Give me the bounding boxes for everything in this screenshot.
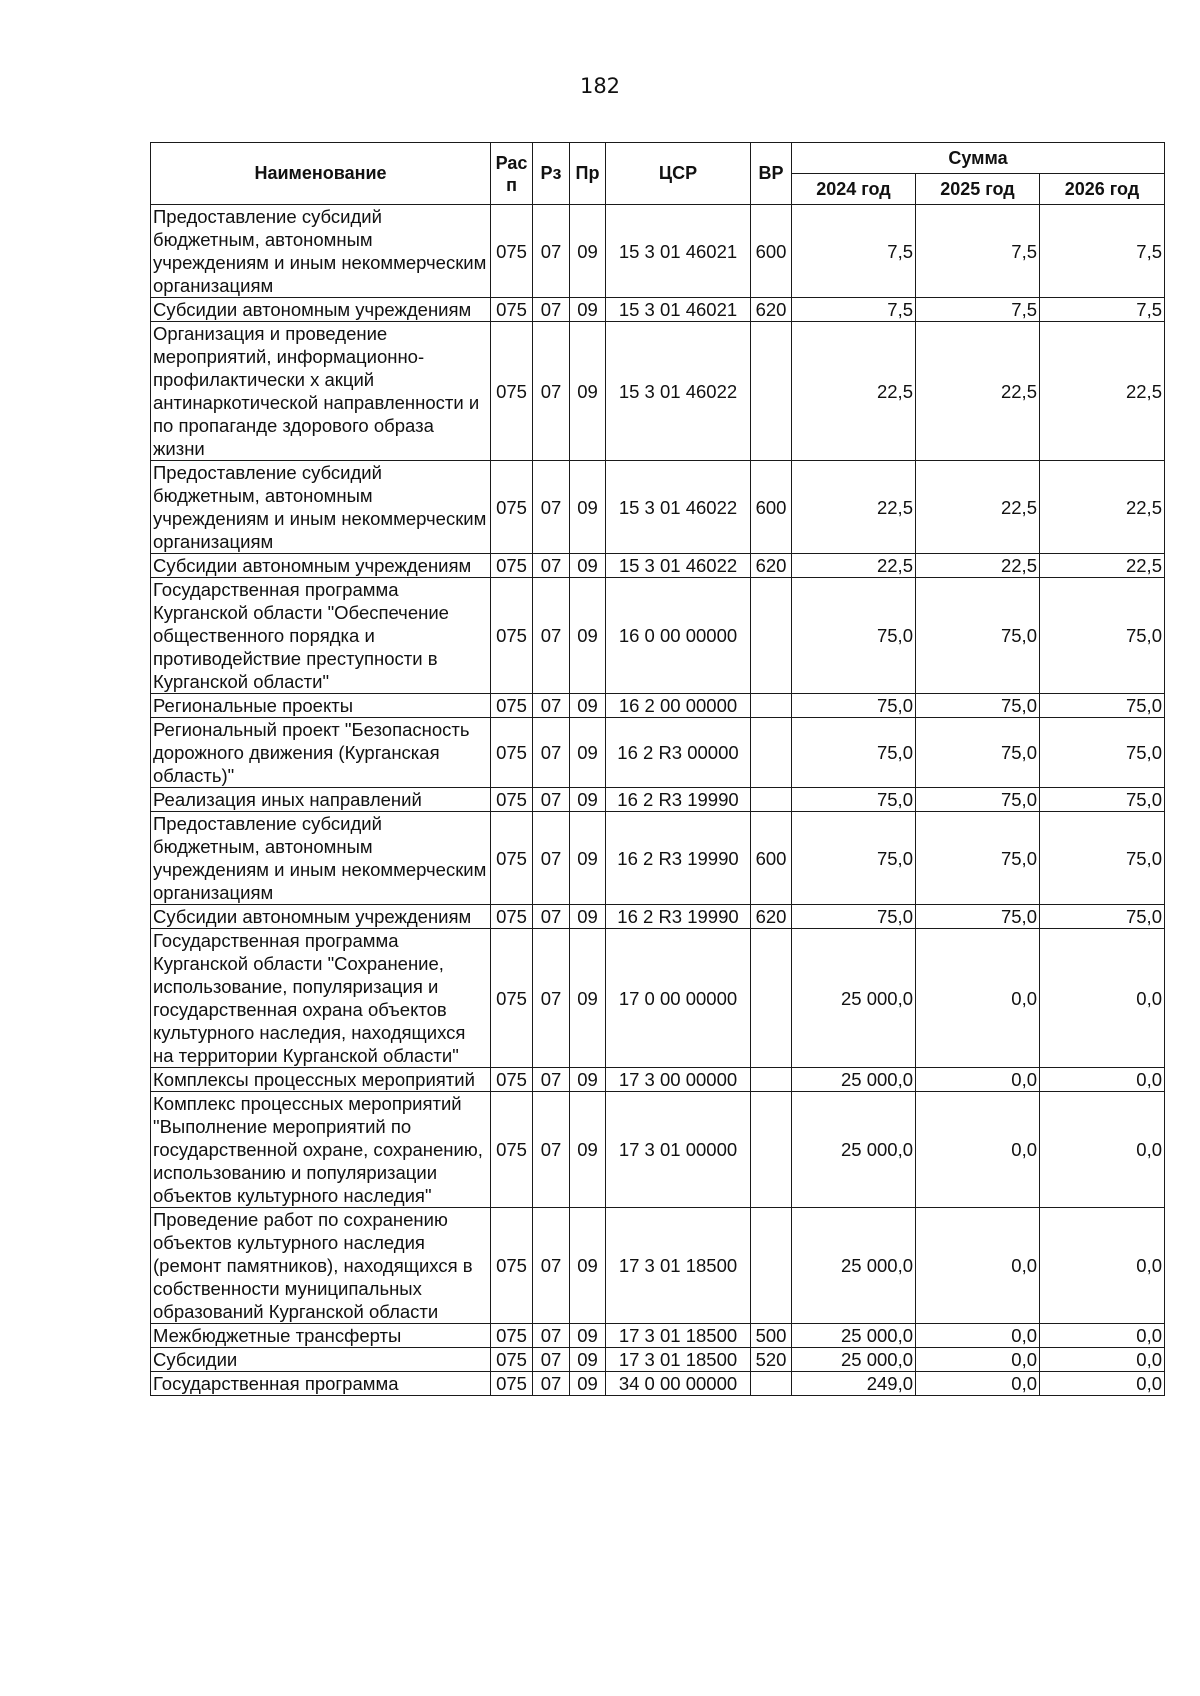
cell-rz: 07 [533, 461, 570, 554]
cell-rz: 07 [533, 322, 570, 461]
cell-pr: 09 [570, 298, 606, 322]
cell-vr [751, 788, 792, 812]
cell-rz: 07 [533, 694, 570, 718]
cell-y2024: 75,0 [792, 694, 916, 718]
cell-vr: 620 [751, 298, 792, 322]
cell-rasp: 075 [491, 578, 533, 694]
cell-pr: 09 [570, 1324, 606, 1348]
cell-y2024: 22,5 [792, 461, 916, 554]
cell-y2026: 0,0 [1040, 1348, 1165, 1372]
table-row [151, 812, 1165, 905]
cell-y2026: 0,0 [1040, 1068, 1165, 1092]
cell-y2026: 0,0 [1040, 1324, 1165, 1348]
cell-csr: 16 2 R3 00000 [606, 718, 751, 788]
cell-rz: 07 [533, 905, 570, 929]
cell-rz: 07 [533, 929, 570, 1068]
table-row [151, 554, 1165, 578]
cell-rasp: 075 [491, 554, 533, 578]
table-header-row [151, 143, 1165, 174]
cell-rasp: 075 [491, 298, 533, 322]
cell-y2024: 75,0 [792, 812, 916, 905]
cell-y2025: 75,0 [916, 694, 1040, 718]
header-csr: ЦСР [606, 143, 751, 205]
cell-y2026: 0,0 [1040, 1092, 1165, 1208]
cell-rasp: 075 [491, 322, 533, 461]
cell-pr: 09 [570, 1372, 606, 1396]
cell-csr: 16 2 R3 19990 [606, 905, 751, 929]
header-pr: Пр [570, 143, 606, 205]
cell-name: Организация и проведение мероприятий, информационно-профилактически х акций антинаркотической направленности и по пропаганде здорового образа жизни [151, 322, 491, 461]
table-row [151, 1208, 1165, 1324]
cell-y2026: 7,5 [1040, 205, 1165, 298]
cell-vr: 600 [751, 205, 792, 298]
cell-pr: 09 [570, 1092, 606, 1208]
table-row [151, 1092, 1165, 1208]
cell-vr [751, 1208, 792, 1324]
table-row [151, 1068, 1165, 1092]
cell-y2024: 22,5 [792, 322, 916, 461]
cell-rasp: 075 [491, 718, 533, 788]
cell-y2024: 25 000,0 [792, 1348, 916, 1372]
cell-vr: 520 [751, 1348, 792, 1372]
cell-y2025: 0,0 [916, 1208, 1040, 1324]
table-row [151, 205, 1165, 298]
cell-y2026: 75,0 [1040, 905, 1165, 929]
cell-csr: 15 3 01 46021 [606, 205, 751, 298]
table-row [151, 578, 1165, 694]
cell-vr [751, 694, 792, 718]
cell-y2026: 0,0 [1040, 929, 1165, 1068]
cell-rasp: 075 [491, 929, 533, 1068]
cell-y2024: 25 000,0 [792, 1324, 916, 1348]
cell-vr [751, 322, 792, 461]
cell-rz: 07 [533, 298, 570, 322]
cell-rasp: 075 [491, 1372, 533, 1396]
cell-y2024: 25 000,0 [792, 929, 916, 1068]
header-name: Наименование [151, 143, 491, 205]
cell-rz: 07 [533, 1068, 570, 1092]
cell-y2024: 25 000,0 [792, 1068, 916, 1092]
header-rasp: Рас п [491, 143, 533, 205]
table-row [151, 694, 1165, 718]
cell-pr: 09 [570, 905, 606, 929]
cell-csr: 15 3 01 46021 [606, 298, 751, 322]
cell-y2025: 0,0 [916, 1348, 1040, 1372]
cell-csr: 15 3 01 46022 [606, 322, 751, 461]
header-summa: Сумма [792, 143, 1165, 174]
table-row [151, 905, 1165, 929]
cell-name: Региональный проект "Безопасность дорожного движения (Курганская область)" [151, 718, 491, 788]
cell-y2026: 7,5 [1040, 298, 1165, 322]
cell-y2025: 22,5 [916, 322, 1040, 461]
cell-y2026: 22,5 [1040, 322, 1165, 461]
cell-rz: 07 [533, 1348, 570, 1372]
cell-name: Предоставление субсидий бюджетным, автономным учреждениям и иным некоммерческим организациям [151, 205, 491, 298]
cell-pr: 09 [570, 694, 606, 718]
cell-y2026: 22,5 [1040, 461, 1165, 554]
cell-y2024: 75,0 [792, 718, 916, 788]
header-year-2025: 2025 год [916, 174, 1040, 205]
cell-name: Предоставление субсидий бюджетным, автономным учреждениям и иным некоммерческим организациям [151, 812, 491, 905]
cell-name: Субсидии [151, 1348, 491, 1372]
cell-csr: 17 3 00 00000 [606, 1068, 751, 1092]
cell-y2026: 75,0 [1040, 578, 1165, 694]
cell-name: Региональные проекты [151, 694, 491, 718]
header-rz: Рз [533, 143, 570, 205]
cell-name: Субсидии автономным учреждениям [151, 905, 491, 929]
cell-rasp: 075 [491, 1092, 533, 1208]
cell-rz: 07 [533, 205, 570, 298]
cell-y2024: 249,0 [792, 1372, 916, 1396]
cell-y2026: 0,0 [1040, 1372, 1165, 1396]
cell-vr: 600 [751, 461, 792, 554]
cell-pr: 09 [570, 1208, 606, 1324]
cell-csr: 17 0 00 00000 [606, 929, 751, 1068]
header-year-2024: 2024 год [792, 174, 916, 205]
cell-y2024: 75,0 [792, 788, 916, 812]
cell-y2024: 7,5 [792, 205, 916, 298]
cell-csr: 34 0 00 00000 [606, 1372, 751, 1396]
cell-name: Реализация иных направлений [151, 788, 491, 812]
cell-name: Субсидии автономным учреждениям [151, 298, 491, 322]
cell-pr: 09 [570, 461, 606, 554]
page-number: 182 [579, 74, 621, 98]
cell-rz: 07 [533, 554, 570, 578]
cell-csr: 17 3 01 18500 [606, 1208, 751, 1324]
cell-y2024: 25 000,0 [792, 1092, 916, 1208]
cell-pr: 09 [570, 1068, 606, 1092]
cell-pr: 09 [570, 788, 606, 812]
cell-csr: 16 0 00 00000 [606, 578, 751, 694]
cell-y2024: 25 000,0 [792, 1208, 916, 1324]
cell-pr: 09 [570, 812, 606, 905]
cell-rz: 07 [533, 1324, 570, 1348]
cell-csr: 15 3 01 46022 [606, 554, 751, 578]
cell-name: Межбюджетные трансферты [151, 1324, 491, 1348]
cell-y2025: 75,0 [916, 905, 1040, 929]
table-row [151, 461, 1165, 554]
cell-rz: 07 [533, 1372, 570, 1396]
cell-y2026: 0,0 [1040, 1208, 1165, 1324]
cell-y2026: 75,0 [1040, 812, 1165, 905]
cell-name: Государственная программа Курганской области "Сохранение, использование, популяризация и государственная охрана объектов культурного наследия, находящихся на территории Курганской области" [151, 929, 491, 1068]
cell-rasp: 075 [491, 905, 533, 929]
cell-rasp: 075 [491, 1348, 533, 1372]
cell-name: Государственная программа [151, 1372, 491, 1396]
header-year-2026: 2026 год [1040, 174, 1165, 205]
cell-vr: 620 [751, 554, 792, 578]
budget-table [150, 142, 1165, 1396]
cell-rz: 07 [533, 788, 570, 812]
cell-y2024: 75,0 [792, 578, 916, 694]
cell-y2025: 22,5 [916, 461, 1040, 554]
table-row [151, 1348, 1165, 1372]
table-row [151, 322, 1165, 461]
cell-pr: 09 [570, 578, 606, 694]
cell-y2025: 22,5 [916, 554, 1040, 578]
table-row [151, 298, 1165, 322]
cell-name: Комплекс процессных мероприятий "Выполнение мероприятий по государственной охране, сохранению, использованию и популяризации объектов культурного наследия" [151, 1092, 491, 1208]
cell-rasp: 075 [491, 1068, 533, 1092]
cell-y2025: 75,0 [916, 718, 1040, 788]
cell-rasp: 075 [491, 461, 533, 554]
cell-y2024: 22,5 [792, 554, 916, 578]
cell-pr: 09 [570, 554, 606, 578]
table-row [151, 788, 1165, 812]
table-row [151, 718, 1165, 788]
cell-pr: 09 [570, 322, 606, 461]
cell-csr: 16 2 R3 19990 [606, 812, 751, 905]
cell-pr: 09 [570, 718, 606, 788]
cell-name: Комплексы процессных мероприятий [151, 1068, 491, 1092]
cell-y2026: 75,0 [1040, 694, 1165, 718]
table-row [151, 1324, 1165, 1348]
cell-y2024: 7,5 [792, 298, 916, 322]
cell-y2025: 75,0 [916, 812, 1040, 905]
cell-rz: 07 [533, 812, 570, 905]
cell-y2025: 75,0 [916, 578, 1040, 694]
cell-pr: 09 [570, 929, 606, 1068]
cell-name: Проведение работ по сохранению объектов культурного наследия (ремонт памятников), находящихся в собственности муниципальных образований Курганской области [151, 1208, 491, 1324]
cell-name: Предоставление субсидий бюджетным, автономным учреждениям и иным некоммерческим организациям [151, 461, 491, 554]
cell-y2025: 0,0 [916, 1068, 1040, 1092]
cell-y2025: 0,0 [916, 1092, 1040, 1208]
cell-rasp: 075 [491, 1324, 533, 1348]
cell-y2025: 0,0 [916, 1372, 1040, 1396]
table-row [151, 929, 1165, 1068]
cell-rz: 07 [533, 1092, 570, 1208]
cell-y2025: 0,0 [916, 1324, 1040, 1348]
cell-vr [751, 1068, 792, 1092]
cell-rz: 07 [533, 718, 570, 788]
cell-pr: 09 [570, 205, 606, 298]
cell-vr: 620 [751, 905, 792, 929]
cell-csr: 17 3 01 00000 [606, 1092, 751, 1208]
cell-csr: 16 2 R3 19990 [606, 788, 751, 812]
cell-vr [751, 1092, 792, 1208]
cell-y2025: 75,0 [916, 788, 1040, 812]
cell-y2026: 22,5 [1040, 554, 1165, 578]
cell-rasp: 075 [491, 205, 533, 298]
cell-csr: 16 2 00 00000 [606, 694, 751, 718]
header-vr: ВР [751, 143, 792, 205]
cell-vr: 600 [751, 812, 792, 905]
cell-vr [751, 578, 792, 694]
cell-rz: 07 [533, 1208, 570, 1324]
cell-rasp: 075 [491, 694, 533, 718]
cell-vr [751, 1372, 792, 1396]
cell-name: Государственная программа Курганской области "Обеспечение общественного порядка и противодействие преступности в Курганской области" [151, 578, 491, 694]
cell-vr [751, 929, 792, 1068]
cell-csr: 17 3 01 18500 [606, 1324, 751, 1348]
cell-rz: 07 [533, 578, 570, 694]
cell-y2025: 0,0 [916, 929, 1040, 1068]
cell-rasp: 075 [491, 788, 533, 812]
cell-vr [751, 718, 792, 788]
cell-y2026: 75,0 [1040, 718, 1165, 788]
cell-y2025: 7,5 [916, 205, 1040, 298]
cell-y2026: 75,0 [1040, 788, 1165, 812]
cell-pr: 09 [570, 1348, 606, 1372]
cell-csr: 15 3 01 46022 [606, 461, 751, 554]
table-row [151, 1372, 1165, 1396]
cell-rasp: 075 [491, 1208, 533, 1324]
cell-name: Субсидии автономным учреждениям [151, 554, 491, 578]
cell-y2024: 75,0 [792, 905, 916, 929]
table-body [151, 205, 1165, 1396]
cell-y2025: 7,5 [916, 298, 1040, 322]
cell-vr: 500 [751, 1324, 792, 1348]
cell-csr: 17 3 01 18500 [606, 1348, 751, 1372]
cell-rasp: 075 [491, 812, 533, 905]
